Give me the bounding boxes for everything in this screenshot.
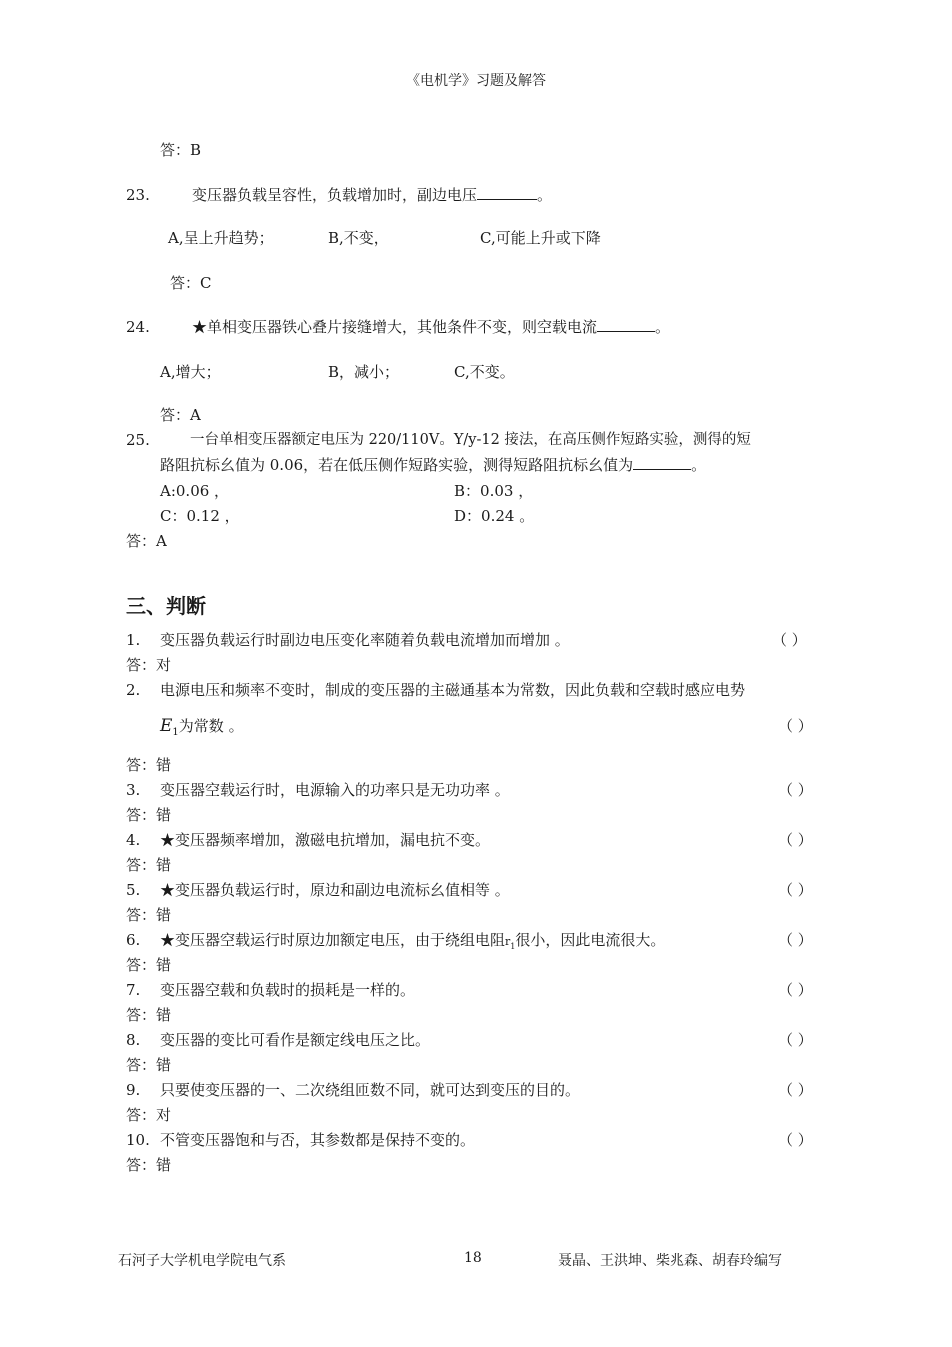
question-24-number: 24. <box>126 318 150 336</box>
judge-6-text <box>160 930 665 957</box>
judge-10-text: 不管变压器饱和与否，其参数都是保持不变的。 <box>160 1131 476 1149</box>
judge-1-number: 1. <box>126 631 141 649</box>
question-24-option-a: A,增大； <box>160 363 221 381</box>
question-25-line-1: 一台单相变压器额定电压为 220/110V。Y/y-12 接法，在高压侧作短路实验，测得的短 <box>190 432 751 448</box>
judge-10-answer: 答：错 <box>126 1156 172 1174</box>
judge-3-number: 3. <box>126 781 141 799</box>
judge-2-blank: （ ） <box>778 717 813 735</box>
footer-department: 石河子大学机电学院电气系 <box>118 1253 286 1269</box>
judge-5-answer: 答：错 <box>126 906 172 924</box>
judge-6-stem: ★变压器空载运行时原边加额定电压，由于绕组电阻 <box>160 931 506 949</box>
judge-9-text: 只要使变压器的一、二次绕组匝数不同，就可达到变压的目的。 <box>160 1081 581 1099</box>
judge-3-text: 变压器空载运行时，电源输入的功率只是无功功率 。 <box>160 781 510 799</box>
answer-blank <box>633 455 691 470</box>
judge-8-number: 8. <box>126 1031 141 1049</box>
judge-1-answer: 答：对 <box>126 656 172 674</box>
judge-6-number: 6. <box>126 931 141 949</box>
judge-4-blank: （ ） <box>778 831 813 849</box>
judge-2-answer: 答：错 <box>126 756 172 774</box>
answer-blank <box>477 185 537 200</box>
judge-6-tail: 很小，因此电流很大。 <box>515 931 666 949</box>
question-23-text <box>192 185 552 205</box>
variable-e: E <box>160 716 173 736</box>
judge-6-blank: （ ） <box>778 931 813 949</box>
answer-blank <box>597 317 655 332</box>
question-23-option-a: A,呈上升趋势； <box>168 229 274 247</box>
judge-5-number: 5. <box>126 881 141 899</box>
judge-6-answer: 答：错 <box>126 956 172 974</box>
judge-7-blank: （ ） <box>778 981 813 999</box>
judge-8-text: 变压器的变比可看作是额定线电压之比。 <box>160 1031 431 1049</box>
judge-7-answer: 答：错 <box>126 1006 172 1024</box>
variable-r-subscript: 1 <box>510 942 516 951</box>
judge-4-text: ★变压器频率增加，激磁电抗增加，漏电抗不变。 <box>160 831 491 849</box>
answer-q25: 答：A <box>126 532 167 550</box>
judge-10-blank: （ ） <box>778 1131 813 1149</box>
question-25-option-a: A:0.06 ， <box>160 482 230 500</box>
answer-q22: 答：B <box>160 141 202 159</box>
judge-2-number: 2. <box>126 681 141 699</box>
judge-5-text: ★变压器负载运行时，原边和副边电流标幺值相等 。 <box>160 881 510 899</box>
question-23-stem: 变压器负载呈容性，负载增加时，副边电压 <box>192 186 478 204</box>
variable-e-subscript: 1 <box>172 727 179 738</box>
question-24-text <box>192 317 670 337</box>
question-25-stem: 路阻抗标幺值为 0.06，若在低压侧作短路实验，测得短路阻抗标幺值为 <box>160 456 634 474</box>
footer-authors: 聂晶、王洪坤、柴兆森、胡春玲编写 <box>558 1253 782 1269</box>
judge-10-number: 10. <box>126 1131 150 1149</box>
judge-4-answer: 答：错 <box>126 856 172 874</box>
question-25-line-2 <box>160 455 706 475</box>
judge-3-blank: （ ） <box>778 781 813 799</box>
question-25-option-c: C：0.12 ， <box>160 507 240 525</box>
question-25-end: 。 <box>691 456 707 474</box>
question-23-option-b: B,不变， <box>328 229 389 247</box>
answer-q23: 答：C <box>170 274 212 292</box>
page-number: 18 <box>464 1250 482 1266</box>
question-25-number: 25. <box>126 431 150 449</box>
question-24-stem: ★单相变压器铁心叠片接缝增大，其他条件不变，则空载电流 <box>192 318 598 336</box>
judge-1-text: 变压器负载运行时副边电压变化率随着负载电流增加而增加 。 <box>160 631 570 649</box>
judge-8-blank: （ ） <box>778 1031 813 1049</box>
question-24-end: 。 <box>655 318 671 336</box>
question-23-number: 23. <box>126 186 150 204</box>
question-25-option-d: D：0.24 。 <box>454 507 535 525</box>
judge-9-number: 9. <box>126 1081 141 1099</box>
question-23-end: 。 <box>537 186 553 204</box>
section-title: 三、判断 <box>126 594 206 618</box>
judge-9-blank: （ ） <box>778 1081 813 1099</box>
judge-8-answer: 答：错 <box>126 1056 172 1074</box>
variable-r: r <box>505 935 511 948</box>
question-23-option-c: C,可能上升或下降 <box>480 229 601 247</box>
question-24-option-b: B，减小； <box>328 363 400 381</box>
judge-1-blank: （ ） <box>772 631 807 649</box>
judge-7-text: 变压器空载和负载时的损耗是一样的。 <box>160 981 416 999</box>
page-header: 《电机学》习题及解答 <box>406 73 546 89</box>
judge-2-text-line-2 <box>160 716 244 743</box>
judge-5-blank: （ ） <box>778 881 813 899</box>
judge-9-answer: 答：对 <box>126 1106 172 1124</box>
judge-2-text: 电源电压和频率不变时，制成的变压器的主磁通基本为常数，因此负载和空载时感应电势 <box>160 681 746 699</box>
judge-3-answer: 答：错 <box>126 806 172 824</box>
question-25-option-b: B：0.03 ， <box>454 482 534 500</box>
question-24-option-c: C,不变。 <box>454 363 515 381</box>
judge-2-tail: 为常数 。 <box>178 717 244 735</box>
judge-7-number: 7. <box>126 981 141 999</box>
answer-q24: 答：A <box>160 406 201 424</box>
judge-4-number: 4. <box>126 831 141 849</box>
